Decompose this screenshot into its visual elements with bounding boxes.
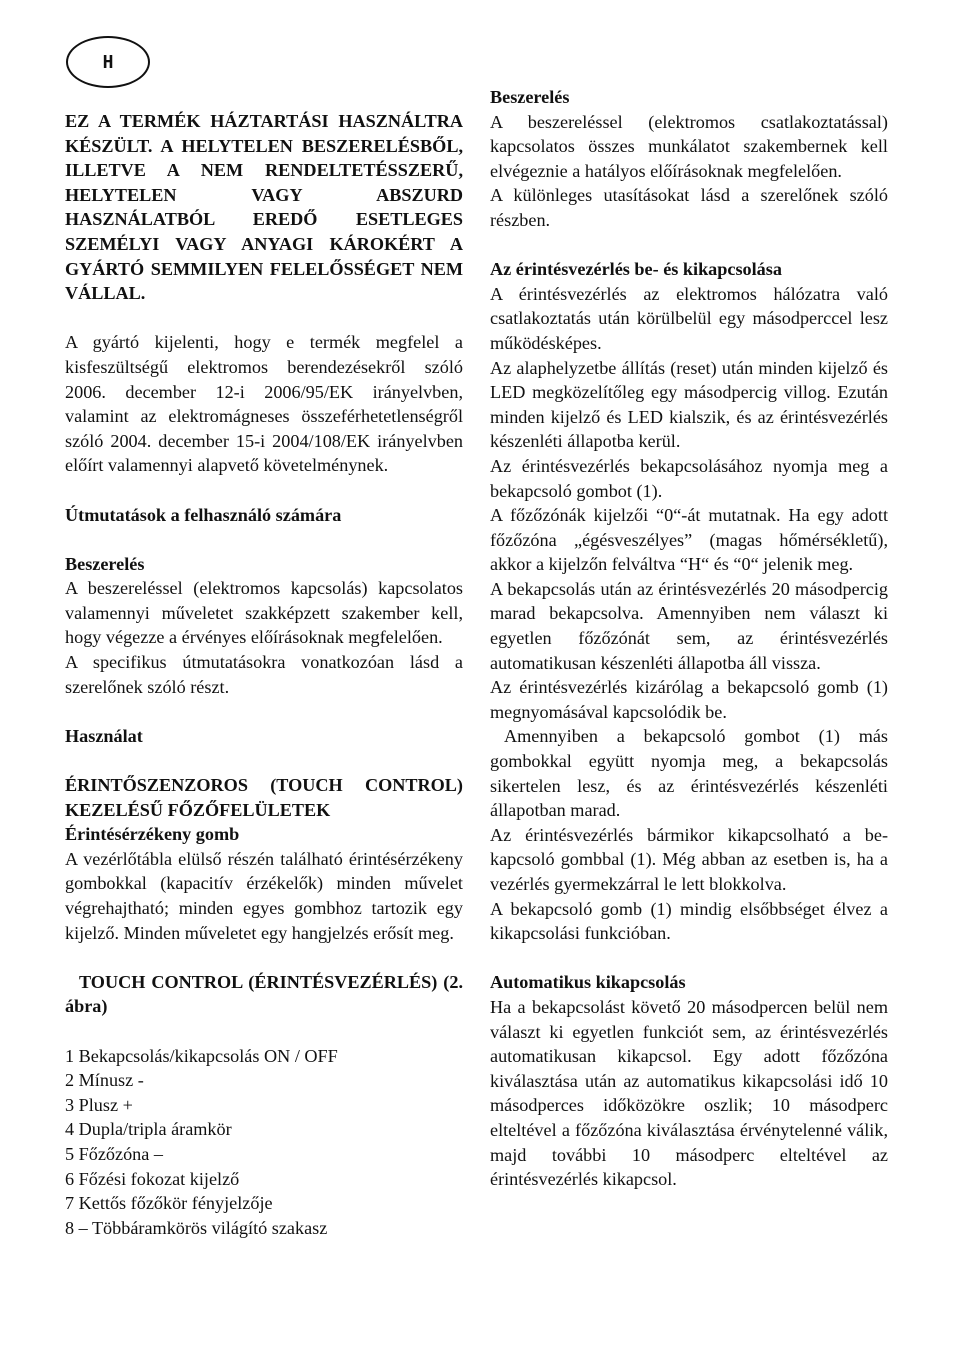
liability-warning: EZ A TERMÉK HÁZTARTÁSI HASZNÁLTRA KÉSZÜLT. A HELYTELEN BESZERELÉSBŐL, ILLETVE A NEM RENDELTETÉSSZERŰ, HELYTELEN VAGY ABSZURD HASZNÁLATBÓL EREDŐ ESETLEGES SZEMÉLYI VAGY ANYAGI KÁROKÉRT A GYÁRTÓ SEMMILYEN FELELŐSSÉGET NEM VÁLLAL. [65,111,463,304]
list-item: 1 Bekapcsolás/kikapcsolás ON / OFF [65,1045,338,1066]
language-badge: H [66,36,150,88]
right-column [490,85,888,1192]
list-item: 4 Dupla/tripla áramkör [65,1119,232,1140]
onoff-paragraph: Az alaphelyzetbe állítás (reset) után minden kijelző és LED megközelítőleg egy másodpercig villog. Ezután minden kijelző és LED kialszik, és az érintésvezérlés készenléti állapotba kerül. [490,357,888,452]
onoff-paragraph: A érintésvezérlés az elektromos hálózatra való csatlakoztatás után körülbelül egy másodperccel lesz működésképes. [490,283,888,353]
usage-heading: Használat [65,725,143,746]
user-guide-heading: Útmutatások a felhasználó számára [65,504,342,525]
touch-button-paragraph: A vezérlőtábla elülső részén található érintésérzékeny gombokkal (kapacitív érzékelők) minden művelet végrehajtható; minden egyes gombhoz tartozik egy kijelző. Minden műveletet egy hangjelzés erősít meg. [65,848,463,943]
auto-off-paragraph: Ha a bekapcsolást követő 20 másodpercen belül nem választ ki egyetlen funkciót sem, az érintésvezérlés automatikusan kikapcsol. Egy adott főzőzóna kiválasztása után az automatikus kikapcsolási idő 10 másodperces időközökre oszlik; 10 másodperc elteltével a főzőzóna kiválasztása érvénytelenné válik, majd további 10 másodperc elteltével az érintésvezérlés kikapcsol. [490,996,888,1190]
list-item: 3 Plusz + [65,1094,133,1115]
installation-paragraph: A beszereléssel (elektromos csatlakoztatással) kapcsolatos összes munkálatot szakembernek kell elvégeznie a hatályos előírásoknak megfelelően. [490,111,888,181]
conformity-declaration: A gyártó kijelenti, hogy e termék megfelel a kisfeszültségű elektromos berendezésekről szóló 2006. december 12-i 2006/95/EK irányelvben, valamint az elektromágneses összeférhetetlenségről szóló 2004. december 15-i 2004/108/EK irányelvben előírt valamennyi alapvető követelménynek. [65,332,463,476]
list-item: 6 Főzési fokozat kijelző [65,1168,240,1189]
left-column [65,109,463,1240]
touch-control-heading: ÉRINTŐSZENZOROS (TOUCH CONTROL) KEZELÉSŰ FŐZŐFELÜLETEK [65,775,463,820]
onoff-heading: Az érintésvezérlés be- és kikapcsolása [490,259,782,280]
onoff-paragraph: Amennyiben a bekapcsoló gombot (1) más gombokkal együtt nyomja meg, a bekapcsolás sikertelen lesz, és az érintésvezérlés készenléti állapotban marad. [490,726,888,821]
installation-reference: A specifikus útmutatásokra vonatkozóan lásd a szerelőnek szóló részt. [65,652,463,697]
onoff-paragraph: Az érintésvezérlés bekapcsolásához nyomja meg a bekapcsoló gombot (1). [490,455,888,501]
installation-heading: Beszerelés [490,87,570,107]
touch-control-figure-heading: TOUCH CONTROL (ÉRINTÉSVEZÉRLÉS) (2. ábra) [65,971,463,1017]
installation-heading: Beszerelés [65,553,145,574]
auto-off-heading: Automatikus kikapcsolás [490,972,686,993]
control-legend-list [65,1044,463,1241]
installation-reference: A különleges utasításokat lásd a szerelőnek szóló részben. [490,185,888,230]
onoff-paragraph: A bekapcsolás után az érintésvezérlés 20 másodpercig marad bekapcsolva. Amennyiben nem választ ki egyetlen főzőzónát sem, az érintésvezérlés automatikusan készenléti állapotba áll vissza. [490,578,888,673]
list-item: 7 Kettős főzőkör fényjelzője [65,1193,273,1214]
list-item: 2 Mínusz - [65,1070,144,1091]
installation-paragraph: A beszereléssel (elektromos kapcsolás) kapcsolatos valamennyi műveletet szakképzett szakember kell, hogy végezze a érvényes előírásoknak megfelelően. [65,578,463,648]
onoff-paragraph: A főzőzónák kijelzői “0“-át mutatnak. Ha egy adott főzőzóna „égésveszélyes” (magas hőmérsékletű), akkor a kijelzőn felváltva “H“ és “0“ jelenik meg. [490,505,888,575]
touch-button-subheading: Érintésérzékeny gomb [65,824,240,845]
onoff-paragraph: Az érintésvezérlés bármikor kikapcsolható a bekapcsoló gombbal (1). Még abban az esetben is, ha a vezérlés gyermekzárral le lett blokkolva. [490,824,888,894]
onoff-paragraph: Az érintésvezérlés kizárólag a bekapcsoló gomb (1) megnyomásával kapcsolódik be. [490,677,888,722]
onoff-paragraph: A bekapcsoló gomb (1) mindig elsőbbséget élvez a kikapcsolási funkcióban. [490,898,888,944]
list-item: 8 – Többáramkörös világító szakasz [65,1217,328,1238]
list-item: 5 Főzőzóna – [65,1143,163,1164]
